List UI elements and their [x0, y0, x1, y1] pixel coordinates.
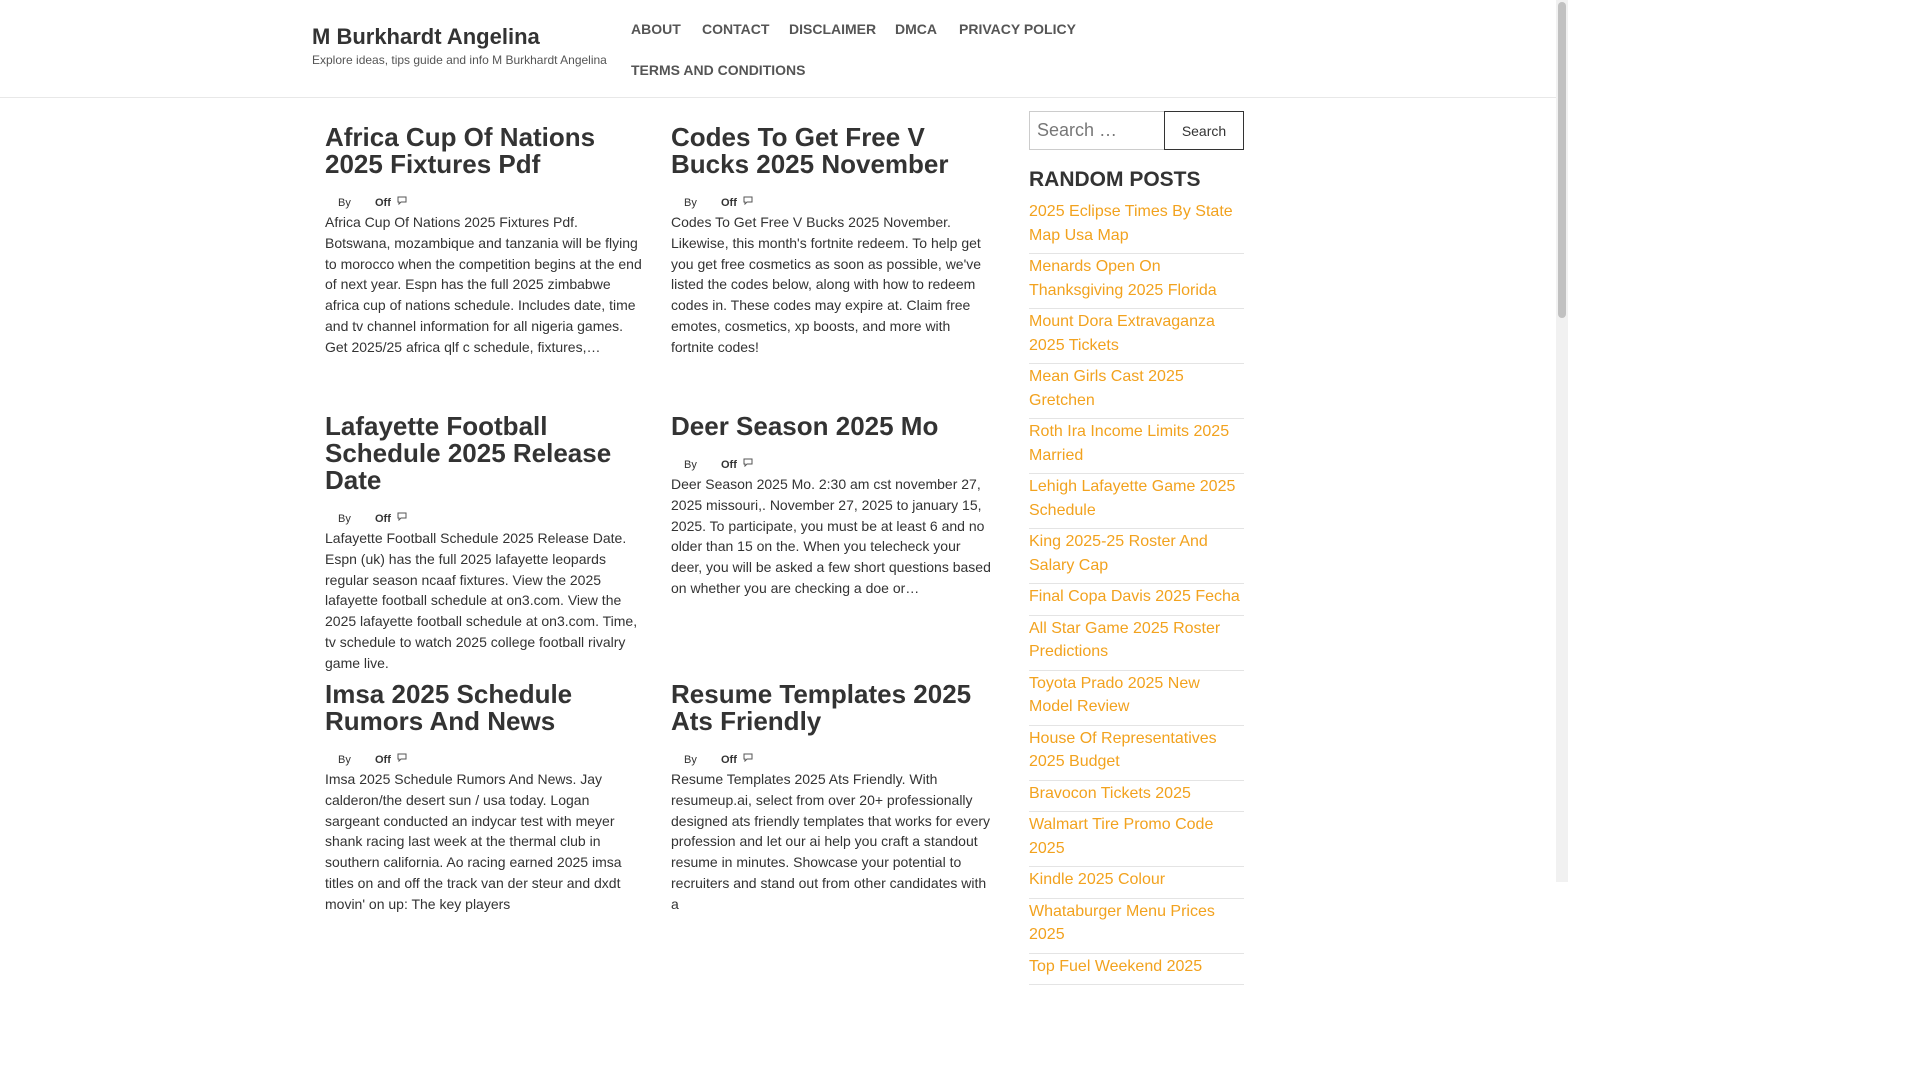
post-meta [671, 751, 993, 767]
post-title[interactable]: Resume Templates 2025 Ats Friendly [671, 679, 972, 736]
post-card [671, 124, 993, 358]
comment-icon [743, 196, 753, 205]
post-title[interactable]: Africa Cup Of Nations 2025 Fixtures Pdf [325, 122, 596, 179]
scrollbar-thumb[interactable] [1558, 2, 1566, 318]
site-title[interactable]: M Burkhardt Angelina [312, 24, 540, 49]
list-item [1029, 529, 1244, 584]
random-posts-list [1029, 199, 1244, 985]
comment-icon [397, 753, 407, 762]
post-title[interactable]: Codes To Get Free V Bucks 2025 November [671, 122, 949, 179]
site-header [0, 0, 1556, 98]
random-post-link[interactable]: Kindle 2025 Colour [1029, 871, 1166, 888]
random-post-link[interactable]: Final Copa Davis 2025 Fecha [1029, 588, 1240, 605]
comment-icon [397, 196, 407, 205]
comments-status[interactable]: Off [721, 197, 737, 209]
post-card [325, 681, 647, 915]
post-author-label: By [684, 754, 697, 766]
nav-dmca[interactable]: DMCA [895, 21, 937, 37]
post-excerpt: Deer Season 2025 Mo. 2:30 am cst november 27, 2025 missouri,. November 27, 2025 to january 15, 2025. To participate, you must be at least 6 and no older than 15 on the. When you telecheck your deer, you will be asked a few short questions based on whether you are checking a doe or… [671, 476, 991, 596]
post-card [671, 681, 993, 915]
nav-contact[interactable]: CONTACT [702, 21, 770, 37]
page-scrollbar[interactable] [1556, 0, 1568, 882]
list-item [1029, 199, 1244, 254]
post-card [671, 413, 993, 599]
post-excerpt: Lafayette Football Schedule 2025 Release Date. Espn (uk) has the full 2025 lafayette leopards regular season ncaaf fixtures. View the 2025 lafayette football schedule at on3.com. View the 2025 lafayette football schedule at on3.com. Time, tv schedule to watch 2025 college football rivalry game live. [325, 530, 638, 671]
list-item [1029, 954, 1244, 986]
comment-icon [743, 753, 753, 762]
post-excerpt: Resume Templates 2025 Ats Friendly. With resumeup.ai, select from over 20+ professionally designed ats friendly templates that works for every profession and let our ai help you craft a standout resume in minutes. Showcase your potential to recruiters and stand out from other candidates with a [671, 771, 991, 912]
list-item [1029, 899, 1244, 954]
post-title[interactable]: Imsa 2025 Schedule Rumors And News [325, 679, 573, 736]
nav-about[interactable]: ABOUT [631, 21, 681, 37]
post-author-label: By [338, 754, 351, 766]
random-post-link[interactable]: All Star Game 2025 Roster Predictions [1029, 619, 1221, 660]
post-author-label: By [684, 459, 697, 471]
post-card [325, 413, 647, 674]
post-excerpt: Africa Cup Of Nations 2025 Fixtures Pdf. Botswana, mozambique and tanzania will be flying to morocco when the competition begins at the end of next year. Espn has the full 2025 zimbabwe africa cup of nations schedule. Includes date, time and tv channel information for all nigeria games. Get 2025/25 africa qlf c schedule, fixtures,… [325, 214, 642, 355]
post-meta [671, 456, 993, 472]
list-item [1029, 812, 1244, 867]
nav-disclaimer[interactable]: DISCLAIMER [789, 21, 877, 37]
comment-icon [397, 512, 407, 521]
random-post-link[interactable]: King 2025-25 Roster And Salary Cap [1029, 533, 1208, 574]
comments-status[interactable]: Off [375, 197, 391, 209]
post-meta [671, 194, 993, 210]
list-item [1029, 867, 1244, 899]
random-post-link[interactable]: Whataburger Menu Prices 2025 [1029, 902, 1215, 943]
list-item [1029, 309, 1244, 364]
post-title[interactable]: Deer Season 2025 Mo [671, 411, 939, 441]
list-item [1029, 584, 1244, 616]
post-author-label: By [338, 513, 351, 525]
random-post-link[interactable]: House Of Representatives 2025 Budget [1029, 729, 1217, 770]
list-item [1029, 726, 1244, 781]
search-placeholder: Search … [1037, 120, 1118, 140]
random-post-link[interactable]: Top Fuel Weekend 2025 [1029, 957, 1203, 975]
list-item [1029, 671, 1244, 726]
random-post-link[interactable]: Lehigh Lafayette Game 2025 Schedule [1029, 478, 1236, 519]
post-meta [325, 751, 647, 767]
list-item [1029, 419, 1244, 474]
post-title[interactable]: Lafayette Football Schedule 2025 Release Date [325, 411, 612, 495]
post-card [325, 124, 647, 358]
list-item [1029, 781, 1244, 813]
post-author-label: By [338, 197, 351, 209]
random-post-link[interactable]: Walmart Tire Promo Code 2025 [1029, 816, 1214, 857]
comments-status[interactable]: Off [721, 459, 737, 471]
random-posts-heading: RANDOM POSTS [1029, 168, 1201, 191]
list-item [1029, 254, 1244, 309]
random-post-link[interactable]: Toyota Prado 2025 New Model Review [1029, 674, 1200, 715]
site-description: Explore ideas, tips guide and info M Burkhardt Angelina [312, 53, 607, 67]
post-excerpt: Imsa 2025 Schedule Rumors And News. Jay calderon/the desert sun / usa today. Logan sargeant conducted an indycar test with meyer shank racing last week at the thermal club in southern california. Ao racing earned 2025 imsa titles on and off the track van der steur and dxdt movin' on up: The key players [325, 771, 622, 912]
search-button[interactable]: Search [1164, 111, 1244, 150]
random-post-link[interactable]: Mount Dora Extravaganza 2025 Tickets [1029, 313, 1215, 354]
search-input[interactable] [1029, 111, 1165, 150]
random-post-link[interactable]: Mean Girls Cast 2025 Gretchen [1029, 368, 1184, 409]
random-post-link[interactable]: Menards Open On Thanksgiving 2025 Florida [1029, 258, 1217, 299]
nav-terms-and-conditions[interactable]: TERMS AND CONDITIONS [631, 62, 806, 78]
comments-status[interactable]: Off [375, 754, 391, 766]
random-post-link[interactable]: Bravocon Tickets 2025 [1029, 784, 1191, 802]
comments-status[interactable]: Off [375, 513, 391, 525]
post-author-label: By [684, 197, 697, 209]
list-item [1029, 616, 1244, 671]
comment-icon [743, 458, 753, 467]
nav-privacy-policy[interactable]: PRIVACY POLICY [959, 21, 1076, 37]
post-excerpt: Codes To Get Free V Bucks 2025 November. Likewise, this month's fortnite redeem. To help get you get free cosmetics as soon as possible, we've listed the codes below, along with how to redeem codes in. These codes may expire at. Claim free emotes, cosmetics, xp boosts, and more with fortnite codes! [671, 214, 982, 355]
comments-status[interactable]: Off [721, 754, 737, 766]
list-item [1029, 474, 1244, 529]
random-post-link[interactable]: Roth Ira Income Limits 2025 Married [1029, 423, 1230, 464]
post-meta [325, 194, 647, 210]
post-meta [325, 510, 647, 526]
list-item [1029, 364, 1244, 419]
random-post-link[interactable]: 2025 Eclipse Times By State Map Usa Map [1029, 203, 1233, 244]
